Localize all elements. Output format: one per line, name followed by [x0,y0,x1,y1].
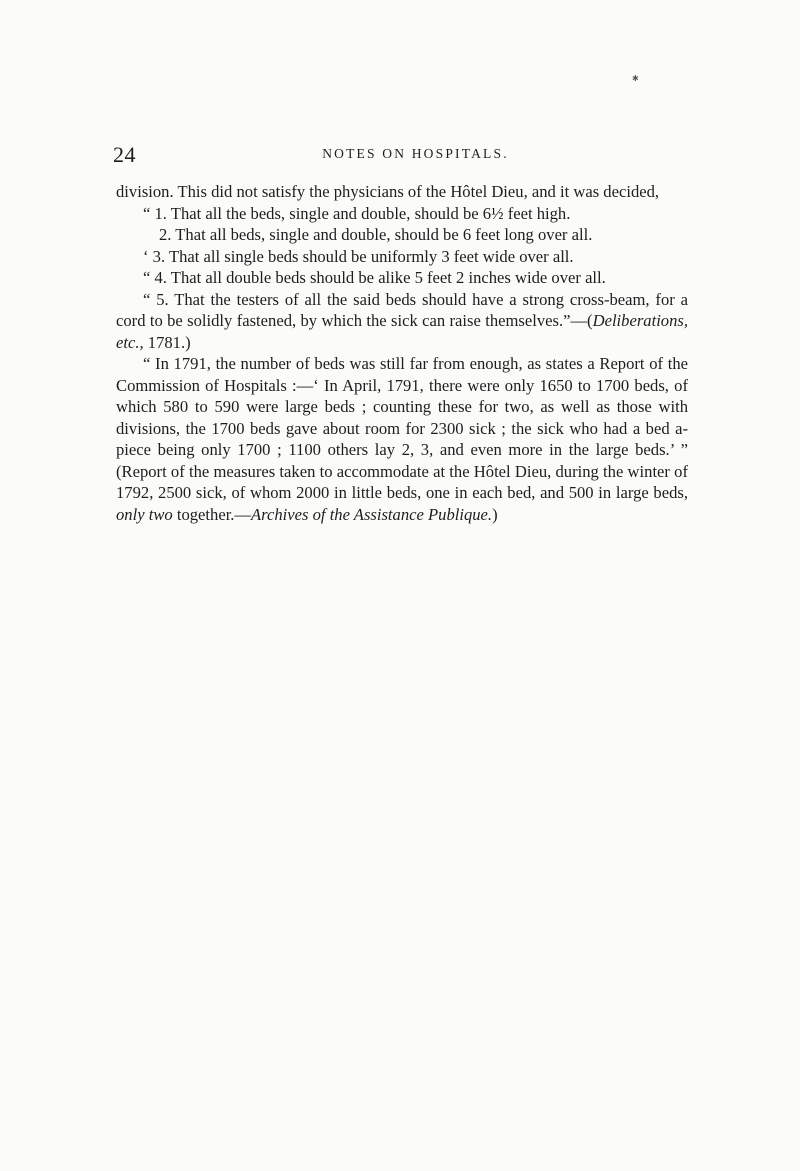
report-close: ) [492,504,498,524]
report-text: “ In 1791, the number of beds was still far from enough, as states a Report of the Commission of Hospitals :—‘ In April, 1791, there were only 1650 to 1700 beds, of which 580 to 590 were large beds ; counting these for two, as well as those with divisions, the 1700 beds gave about room for 2300 sick ; the sick who had a bed a-piece being only 1700 ; 1100 others lay 2, 3, and even more in the large beds.’ ” (Report of the measures taken to accommodate at the Hôtel Dieu, during the winter of 1792, 2500 sick, of whom 2000 in little beds, one in each bed, and 500 in large beds, [116,354,688,502]
report-together: together.— [172,504,252,524]
paragraph-rule-5 [116,289,688,354]
body-text [116,181,688,525]
printer-mark: ✱ [632,74,639,83]
citation-archives: Archives of the Assistance Publique. [251,504,493,524]
paragraph-rule-1: “ 1. That all the beds, single and double, should be 6½ feet high. [143,203,571,223]
rule-5-text: “ 5. That the testers of all the said beds should have a strong cross-beam, for a cord to be solidly fastened, by which the sick can raise themselves.”—( [116,289,688,330]
paragraph-report-1791 [116,353,688,525]
paragraph-rule-4: “ 4. That all double beds should be alike 5 feet 2 inches wide over all. [143,268,606,287]
page-number: 24 [113,142,136,167]
citation-year: 1781.) [143,332,191,352]
paragraph-rule-3: ‘ 3. That all single beds should be uniformly 3 feet wide over all. [143,246,574,266]
citation-deliberations: Deliberations, etc., [116,311,688,352]
emphasis-only-two: only two [116,504,173,524]
page-header [113,142,688,170]
paragraph-division: division. This did not satisfy the physicians of the Hôtel Dieu, and it was decided, [116,182,660,201]
paragraph-rule-2: 2. That all beds, single and double, should be 6 feet long over all. [159,225,593,244]
running-head: NOTES ON HOSPITALS. [322,146,509,161]
